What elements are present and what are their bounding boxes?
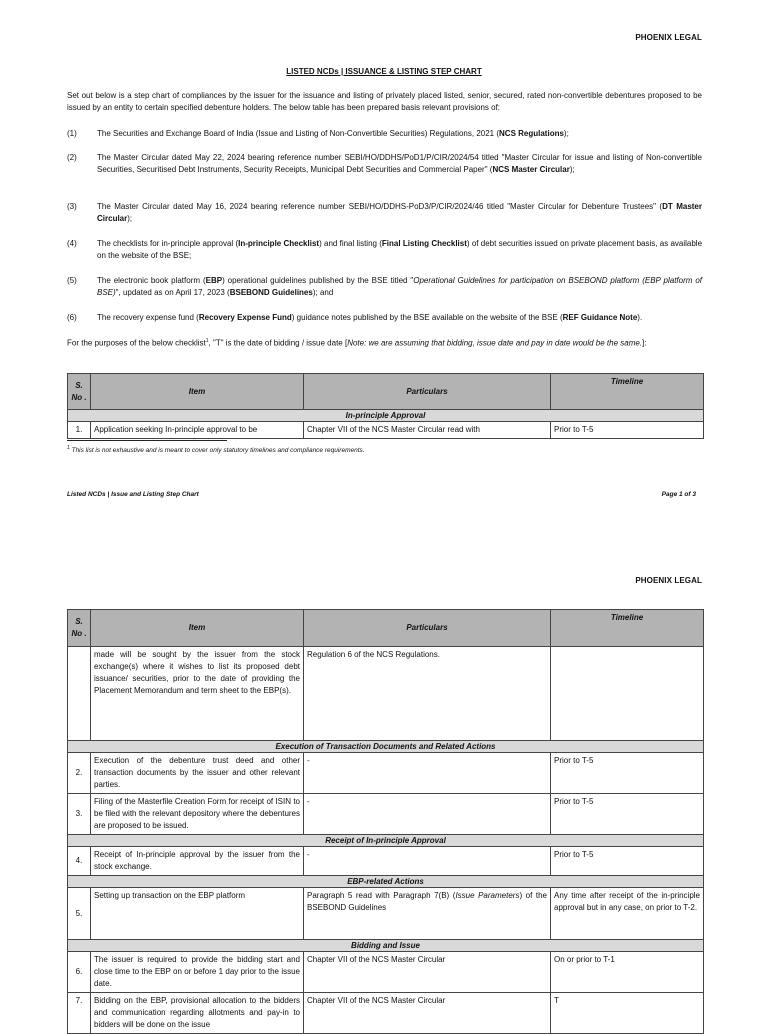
- section-row: [68, 410, 704, 422]
- row-particulars: Paragraph 5 read with Paragraph 7(B) (Issue Parameters) of the BSEBOND Guidelines: [304, 888, 551, 940]
- table-header-row: [68, 610, 704, 647]
- list-item-text: The electronic book platform (EBP) operational guidelines published by the BSE titled "Operational Guidelines for participation on BSEBOND platform (EBP platform of BSE)", updated as on April 17, 2023 (BSEBOND Guidelines); and: [97, 276, 703, 297]
- list-item-number: (6): [67, 313, 77, 322]
- row-item: The issuer is required to provide the bidding start and close time to the EBP on or before 1 day prior to the issue date.: [91, 952, 304, 993]
- table-row: [68, 647, 704, 741]
- row-particulars: -: [304, 794, 551, 835]
- header-item: Item: [91, 374, 304, 410]
- footer-page-number: Page 1 of 3: [661, 491, 696, 498]
- header-timeline: Timeline: [551, 610, 704, 647]
- row-timeline: [551, 647, 704, 741]
- list-item-number: (1): [67, 129, 77, 138]
- table-header-row: [68, 374, 704, 410]
- row-particulars: -: [304, 753, 551, 794]
- purpose-paragraph: For the purposes of the below checklist$^1$, "T" is the date of bidding / issue date [Note: we are assuming that bidding, issue date and pay in date would be the same.]:: [67, 338, 647, 348]
- row-particulars: Chapter VII of the NCS Master Circular: [304, 952, 551, 993]
- list-item-number: (3): [67, 202, 77, 211]
- list-item-number: (4): [67, 239, 77, 248]
- row-timeline: Prior to T-5: [551, 422, 704, 439]
- table-row: [68, 794, 704, 835]
- row-timeline: Any time after receipt of the in-principle approval but in any case, on prior to T-2.: [551, 888, 704, 940]
- row-timeline: Prior to T-5: [551, 753, 704, 794]
- table-row: [68, 888, 704, 940]
- compliance-table-page1: [67, 373, 704, 439]
- row-number: [68, 647, 91, 741]
- row-timeline: On or prior to T-1: [551, 952, 704, 993]
- row-particulars: Chapter VII of the NCS Master Circular read with: [304, 422, 551, 439]
- row-number: 1.: [68, 422, 91, 439]
- compliance-table-page2: [67, 609, 704, 1034]
- row-item: made will be sought by the issuer from the stock exchange(s) where it wishes to list its proposed debt issuance/ securities, prior to the date of providing the Placement Memorandum and term sheet to the EBP(s).: [91, 647, 304, 741]
- row-item: Execution of the debenture trust deed and other transaction documents by the issuer and other relevant parties.: [91, 753, 304, 794]
- row-number: 2.: [68, 753, 91, 794]
- footnote: $^1$ This list is not exhaustive and is meant to cover only statutory timelines and compliance requirements.: [67, 445, 365, 455]
- footnote-divider: [67, 440, 227, 441]
- section-row: [68, 835, 704, 847]
- header-item: Item: [91, 610, 304, 647]
- row-number: 6.: [68, 952, 91, 993]
- row-number: 5.: [68, 888, 91, 940]
- header-particulars: Particulars: [304, 610, 551, 647]
- list-item-text: The Master Circular dated May 16, 2024 bearing reference number SEBI/HO/DDHS-PoD3/P/CIR/2024/46 titled "Master Circular for Debenture Trustees" (DT Master Circular);: [97, 202, 702, 223]
- section-title: In-principle Approval: [68, 410, 704, 422]
- list-item-text: The Securities and Exchange Board of India (Issue and Listing of Non-Convertible Securities) Regulations, 2021 (NCS Regulations);: [97, 129, 569, 138]
- table-row: [68, 952, 704, 993]
- row-number: 7.: [68, 993, 91, 1034]
- list-item-text: The recovery expense fund (Recovery Expense Fund) guidance notes published by the BSE available on the website of the BSE (REF Guidance Note).: [97, 313, 643, 322]
- row-number: 4.: [68, 847, 91, 876]
- row-timeline: T: [551, 993, 704, 1034]
- row-item: Filing of the Masterfile Creation Form for receipt of ISIN to be filed with the relevant depository where the debentures are proposed to be issued.: [91, 794, 304, 835]
- row-item: Setting up transaction on the EBP platform: [91, 888, 304, 940]
- table-row: [68, 847, 704, 876]
- firm-name-header: PHOENIX LEGAL: [635, 33, 702, 42]
- row-item: Receipt of In-principle approval by the issuer from the stock exchange.: [91, 847, 304, 876]
- section-title: Execution of Transaction Documents and Related Actions: [68, 741, 704, 753]
- section-title: Bidding and Issue: [68, 940, 704, 952]
- header-particulars: Particulars: [304, 374, 551, 410]
- list-item-number: (5): [67, 276, 77, 285]
- header-sno: S. No .: [68, 374, 91, 410]
- section-row: [68, 741, 704, 753]
- row-particulars: Chapter VII of the NCS Master Circular: [304, 993, 551, 1034]
- list-item-number: (2): [67, 153, 77, 162]
- firm-name-header: PHOENIX LEGAL: [635, 576, 702, 585]
- section-row: [68, 940, 704, 952]
- table-row: [68, 993, 704, 1034]
- row-timeline: Prior to T-5: [551, 847, 704, 876]
- row-number: 3.: [68, 794, 91, 835]
- header-timeline: Timeline: [551, 374, 704, 410]
- row-particulars: -: [304, 847, 551, 876]
- footer-doc-title: Listed NCDs | Issue and Listing Step Chart: [67, 491, 199, 498]
- intro-paragraph: Set out below is a step chart of compliances by the issuer for the issuance and listing of privately placed listed, senior, secured, rated non-convertible debentures proposed to be issued by an entity to certain specified debenture holders. The below table has been prepared basis relevant provisions of:: [67, 91, 702, 112]
- document-title: LISTED NCDs | ISSUANCE & LISTING STEP CHART: [286, 67, 482, 76]
- header-sno: S. No .: [68, 610, 91, 647]
- section-row: [68, 876, 704, 888]
- row-item: Application seeking In-principle approval to be: [91, 422, 304, 439]
- row-particulars: Regulation 6 of the NCS Regulations.: [304, 647, 551, 741]
- list-item-text: The Master Circular dated May 22, 2024 bearing reference number SEBI/HO/DDHS/PoD1/P/CIR/2024/54 titled "Master Circular for issue and listing of Non-convertible Securities, Securitised Debt Instruments, Security Receipts, Municipal Debt Securities and Commercial Paper" (NCS Master Circular);: [97, 153, 702, 174]
- list-item-text: The checklists for in-principle approval (In-principle Checklist) and final listing (Final Listing Checklist) of debt securities issued on private placement basis, as available on the website of the BSE;: [97, 239, 703, 260]
- section-title: EBP-related Actions: [68, 876, 704, 888]
- table-row: [68, 753, 704, 794]
- row-item: Bidding on the EBP, provisional allocation to the bidders and communication regarding allotments and pay-in to bidders will be done on the issue: [91, 993, 304, 1034]
- section-title: Receipt of In-principle Approval: [68, 835, 704, 847]
- table-row: [68, 422, 704, 439]
- row-timeline: Prior to T-5: [551, 794, 704, 835]
